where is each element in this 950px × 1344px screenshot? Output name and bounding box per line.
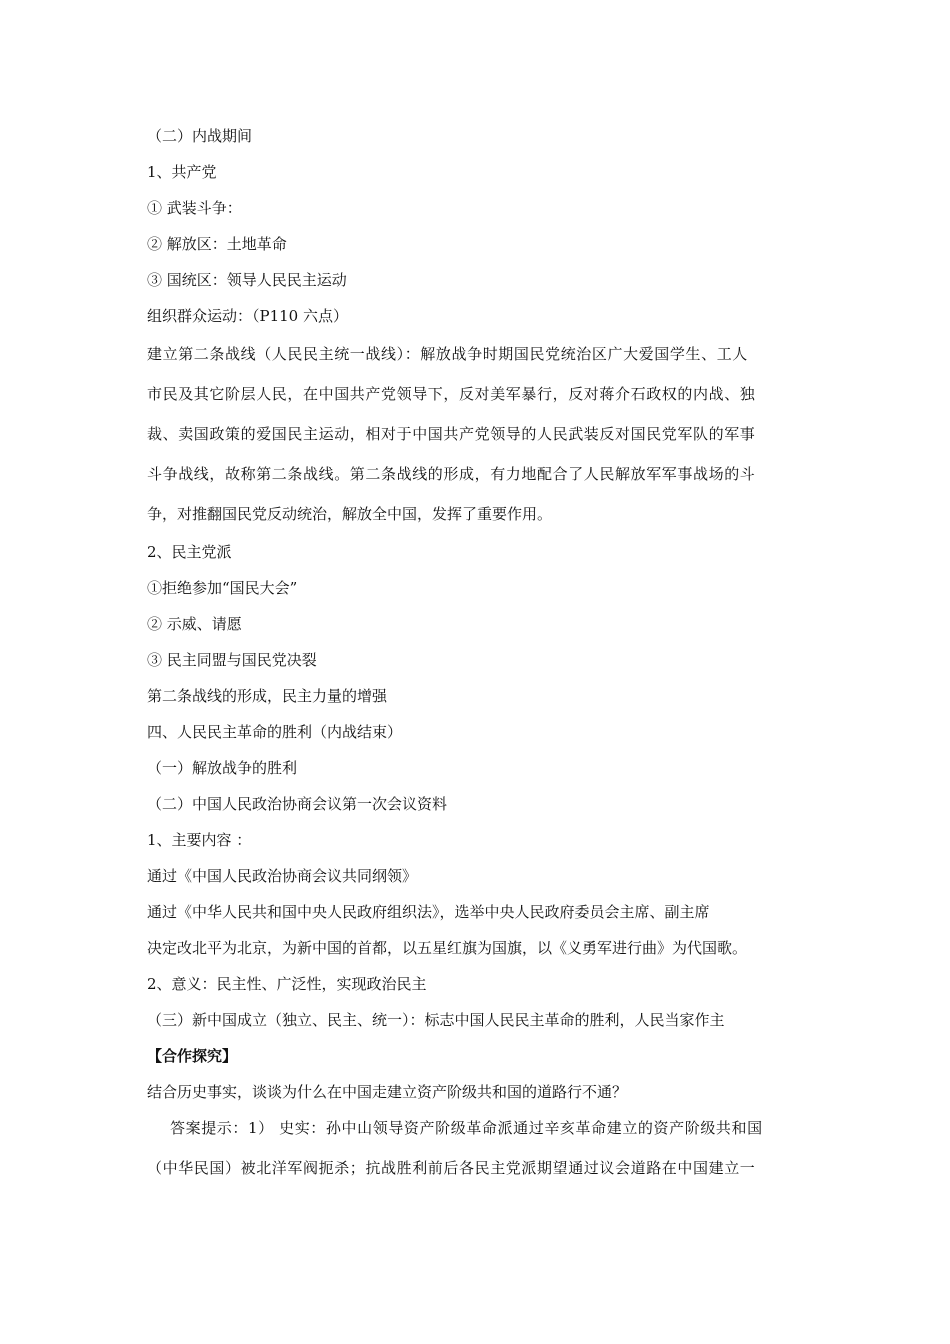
section-heading: （二）内战期间 [147,127,253,145]
answer-line: 答案提示：1） 史实：孙中山领导资产阶级革命派通过辛亥革命建立的资产阶级共和国 [170,1119,763,1137]
subheading: 2、民主党派 [147,543,232,561]
paragraph-line: 建立第二条战线（人民民主统一战线）：解放战争时期国民党统治区广大爱国学生、工人 [147,345,748,363]
text-line: 通过《中华人民共和国中央人民政府组织法》，选举中央人民政府委员会主席、副主席 [147,903,710,921]
paragraph-line: 市民及其它阶层人民，在中国共产党领导下，反对美军暴行，反对蒋介石政权的内战、独 [147,385,756,403]
subheading: （二）中国人民政治协商会议第一次会议资料 [147,795,448,813]
paragraph-line: 裁、卖国政策的爱国民主运动，相对于中国共产党领导的人民武装反对国民党军队的军事 [147,425,756,443]
section-heading: 【合作探究】 [147,1047,238,1065]
list-item: ①拒绝参加“国民大会” [147,579,298,597]
answer-line: （中华民国）被北洋军阀扼杀；抗战胜利前后各民主党派期望通过议会道路在中国建立一 [147,1159,756,1177]
text-line: 决定改北平为北京，为新中国的首都，以五星红旗为国旗，以《义勇军进行曲》为代国歌。 [147,939,748,957]
text-line: 组织群众运动：（P110 六点） [147,307,348,325]
section-heading: 四、人民民主革命的胜利（内战结束） [147,723,403,741]
list-item: ③ 国统区：领导人民民主运动 [147,271,347,289]
text-line: （三）新中国成立（独立、民主、统一）：标志中国人民民主革命的胜利，人民当家作主 [147,1011,725,1029]
list-item: ① 武装斗争： [147,199,242,217]
subheading: 1、主要内容 ： [147,831,252,849]
paragraph-line: 斗争战线，故称第二条战线。第二条战线的形成，有力地配合了人民解放军军事战场的斗 [147,465,756,483]
text-line: 第二条战线的形成，民主力量的增强 [147,687,388,705]
text-line: 通过《中国人民政治协商会议共同纲领》 [147,867,418,885]
text-line: 2、意义：民主性、广泛性，实现政治民主 [147,975,427,993]
question-text: 结合历史事实，谈谈为什么在中国走建立资产阶级共和国的道路行不通？ [147,1083,628,1101]
subheading: （一）解放战争的胜利 [147,759,298,777]
list-item: ③ 民主同盟与国民党决裂 [147,651,317,669]
list-item: ② 示威、请愿 [147,615,242,633]
subheading: 1、共产党 [147,163,217,181]
paragraph-line: 争，对推翻国民党反动统治，解放全中国，发挥了重要作用。 [147,505,553,523]
list-item: ② 解放区：土地革命 [147,235,287,253]
